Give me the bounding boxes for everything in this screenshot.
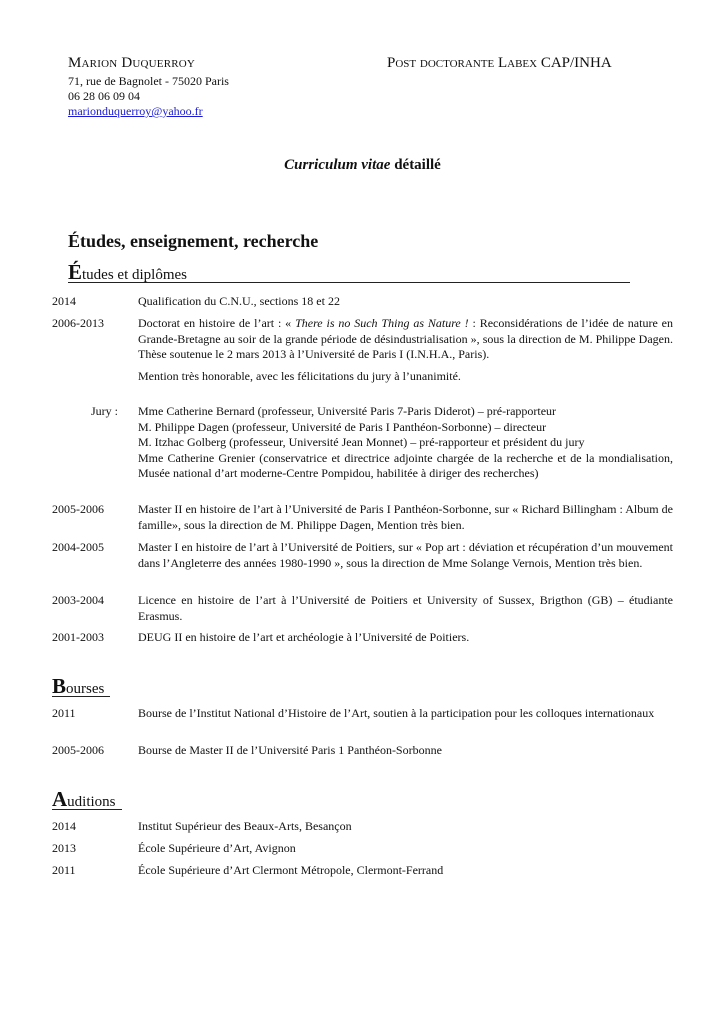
cv-title: [0, 157, 725, 174]
entry-text: École Supérieure d’Art Clermont Métropole, Clermont-Ferrand: [138, 863, 444, 877]
entry-text: École Supérieure d’Art, Avignon: [138, 841, 296, 855]
heading-initial: B: [52, 674, 67, 698]
address: 71, rue de Bagnolet - 75020 Paris: [68, 74, 229, 88]
doctorate-post: : Reconsidérations de l’idée de nature en Grande-Bretagne au soir de la grande période de désindustrialisation », sous la direction de M. Philippe Dagen. Thèse soutenue le 2 mars 2013 à l’Université de Paris I (I.N.H.A., Paris).: [138, 316, 673, 361]
section-bourses-heading: [52, 674, 110, 697]
jury-member: Mme Catherine Bernard (professeur, Université Paris 7-Paris Diderot) – pré-rapporteur: [138, 404, 557, 418]
entry-text: Bourse de l’Institut National d’Histoire de l’Art, soutien à la participation pour les colloques internationaux: [138, 706, 655, 720]
entry-text: Master II en histoire de l’art à l’Université de Paris I Panthéon-Sorbonne, sur « Richard Billingham : Album de famille», sous la direction de M. Philippe Dagen, Mention très bien.: [138, 502, 673, 532]
heading-initial: É: [68, 260, 83, 284]
entry-year: 2005-2006: [52, 743, 104, 757]
entry-text: Institut Supérieur des Beaux-Arts, Besançon: [138, 819, 352, 833]
author-name: Marion Duquerroy: [68, 55, 196, 71]
cv-title-rest: détaillé: [390, 157, 441, 173]
author-position: Post doctorante Labex CAP/INHA: [387, 55, 612, 71]
section-main-title: Études, enseignement, recherche: [68, 231, 319, 251]
jury-member: Mme Catherine Grenier (conservatrice et directrice adjointe chargée de la recherche et de la mondialisation, Musée national d’art moderne-Centre Pompidou, habilitée à diriger des recherches): [138, 450, 673, 480]
heading-rest: ourses: [66, 681, 105, 697]
heading-rest: uditions: [67, 794, 116, 810]
doctorate-pre: Doctorat en histoire de l’art : «: [138, 316, 296, 330]
entry-year: 2006-2013: [52, 316, 104, 330]
entry-year: 2014: [52, 819, 76, 833]
section-studies-heading: [68, 260, 630, 283]
entry-text: Qualification du C.N.U., sections 18 et 22: [138, 294, 340, 308]
entry-year: 2001-2003: [52, 630, 104, 644]
entry-year: 2014: [52, 294, 76, 308]
entry-year: 2005-2006: [52, 502, 104, 516]
entry-text: DEUG II en histoire de l’art et archéologie à l’Université de Poitiers.: [138, 630, 470, 644]
heading-rest: tudes et diplômes: [82, 267, 188, 283]
doctorate-note: Mention très honorable, avec les félicitations du jury à l’unanimité.: [138, 368, 461, 383]
entry-year: 2011: [52, 863, 76, 877]
jury-list: [138, 404, 673, 482]
entry-year: 2011: [52, 706, 76, 720]
entry-text: Master I en histoire de l’art à l’Université de Poitiers, sur « Pop art : déviation et récupération d’un mouvement dans l’Angleterre des années 1980-1990 », sous la direction de Mme Solange Vernois, Mention très bien.: [138, 540, 673, 570]
entry-year: 2013: [52, 841, 76, 855]
entry-year: 2003-2004: [52, 593, 104, 607]
heading-initial: A: [52, 787, 68, 811]
contact-block: [68, 74, 229, 119]
entry-text: Licence en histoire de l’art à l’Université de Poitiers et University of Sussex, Brigthon (GB) – étudiante Erasmus.: [138, 593, 673, 623]
entry-year: 2004-2005: [52, 540, 104, 554]
phone: 06 28 06 09 04: [68, 89, 140, 103]
cv-title-italic: Curriculum vitae: [284, 157, 391, 173]
jury-member: M. Philippe Dagen (professeur, Université de Paris I Panthéon-Sorbonne) – directeur: [138, 419, 547, 434]
jury-label: Jury :: [91, 404, 118, 418]
thesis-title: There is no Such Thing as Nature !: [295, 316, 469, 330]
email-link[interactable]: marionduquerroy@yahoo.fr: [68, 104, 203, 118]
jury-member: M. Itzhac Golberg (professeur, Université Jean Monnet) – pré-rapporteur et président du jury: [138, 435, 585, 449]
entry-text: Bourse de Master II de l’Université Paris 1 Panthéon-Sorbonne: [138, 743, 442, 757]
entry-text-doctorate: [138, 316, 673, 390]
section-auditions-heading: [52, 787, 122, 810]
